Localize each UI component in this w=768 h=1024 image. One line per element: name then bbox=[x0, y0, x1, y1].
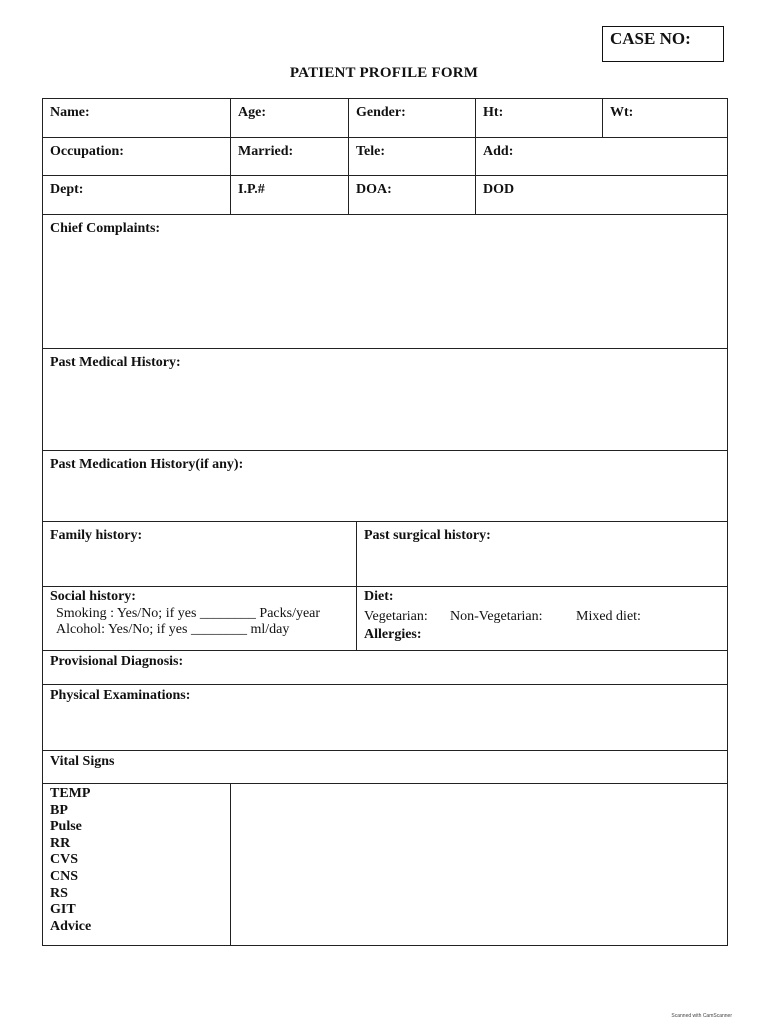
past-medical-history-row bbox=[43, 349, 728, 451]
vitals-values-cell[interactable] bbox=[231, 784, 728, 946]
physical-examinations-row bbox=[43, 685, 728, 751]
vital-cns: CNS bbox=[50, 868, 79, 884]
vital-bp: BP bbox=[50, 802, 68, 818]
vital-advice: Advice bbox=[50, 918, 92, 934]
vital-pulse: Pulse bbox=[50, 819, 82, 835]
social-history-cell[interactable] bbox=[43, 587, 357, 651]
past-medication-history-field[interactable]: Past Medication History(if any): bbox=[43, 451, 728, 522]
vitals-list bbox=[50, 786, 223, 935]
vital-cvs: CVS bbox=[50, 852, 79, 868]
gender-field[interactable]: Gender: bbox=[349, 99, 476, 138]
past-surgical-history-field[interactable]: Past surgical history: bbox=[357, 522, 728, 587]
allergies-label: Allergies: bbox=[364, 627, 422, 642]
header-row-3 bbox=[43, 176, 728, 215]
patient-profile-table bbox=[42, 98, 728, 946]
ip-number-field[interactable]: I.P.# bbox=[231, 176, 349, 215]
header-row-1 bbox=[43, 99, 728, 138]
diet-option-mixed[interactable]: Mixed diet: bbox=[576, 609, 641, 624]
vital-git: GIT bbox=[50, 902, 76, 918]
family-history-field[interactable]: Family history: bbox=[43, 522, 357, 587]
header-row-2 bbox=[43, 138, 728, 176]
vital-rr: RR bbox=[50, 835, 71, 851]
age-field[interactable]: Age: bbox=[231, 99, 349, 138]
name-field[interactable]: Name: bbox=[43, 99, 231, 138]
vitals-body-row bbox=[43, 784, 728, 946]
address-field[interactable]: Add: bbox=[476, 138, 728, 176]
diet-option-vegetarian[interactable]: Vegetarian: bbox=[364, 609, 428, 624]
date-of-admission-field[interactable]: DOA: bbox=[349, 176, 476, 215]
physical-examinations-field[interactable]: Physical Examinations: bbox=[43, 685, 728, 751]
married-field[interactable]: Married: bbox=[231, 138, 349, 176]
diet-options bbox=[364, 608, 720, 626]
chief-complaints-field[interactable]: Chief Complaints: bbox=[43, 215, 728, 349]
vital-signs-heading: Vital Signs bbox=[43, 751, 728, 784]
past-medical-history-field[interactable]: Past Medical History: bbox=[43, 349, 728, 451]
occupation-field[interactable]: Occupation: bbox=[43, 138, 231, 176]
vitals-labels-cell bbox=[43, 784, 231, 946]
social-history-label: Social history: bbox=[50, 589, 136, 604]
scanner-watermark: Scanned with CamScanner bbox=[671, 1013, 732, 1019]
case-number-label: CASE NO: bbox=[610, 29, 691, 48]
provisional-diagnosis-field[interactable]: Provisional Diagnosis: bbox=[43, 651, 728, 685]
vital-temp: TEMP bbox=[50, 786, 91, 801]
social-diet-row bbox=[43, 587, 728, 651]
height-field[interactable]: Ht: bbox=[476, 99, 603, 138]
diet-option-non-vegetarian[interactable]: Non-Vegetarian: bbox=[450, 609, 543, 624]
provisional-diagnosis-row bbox=[43, 651, 728, 685]
date-of-discharge-field[interactable]: DOD bbox=[476, 176, 728, 215]
department-field[interactable]: Dept: bbox=[43, 176, 231, 215]
telephone-field[interactable]: Tele: bbox=[349, 138, 476, 176]
vital-signs-row bbox=[43, 751, 728, 784]
smoking-line: Smoking : Yes/No; if yes ________ Packs/year bbox=[56, 606, 321, 621]
diet-cell[interactable] bbox=[357, 587, 728, 651]
form-title: PATIENT PROFILE FORM bbox=[289, 65, 479, 81]
vital-rs: RS bbox=[50, 885, 68, 901]
alcohol-line: Alcohol: Yes/No; if yes ________ ml/day bbox=[56, 622, 290, 637]
case-number-box bbox=[602, 26, 724, 62]
history-row bbox=[43, 522, 728, 587]
diet-label: Diet: bbox=[364, 589, 394, 604]
chief-complaints-row bbox=[43, 215, 728, 349]
past-medication-history-row bbox=[43, 451, 728, 522]
weight-field[interactable]: Wt: bbox=[603, 99, 728, 138]
